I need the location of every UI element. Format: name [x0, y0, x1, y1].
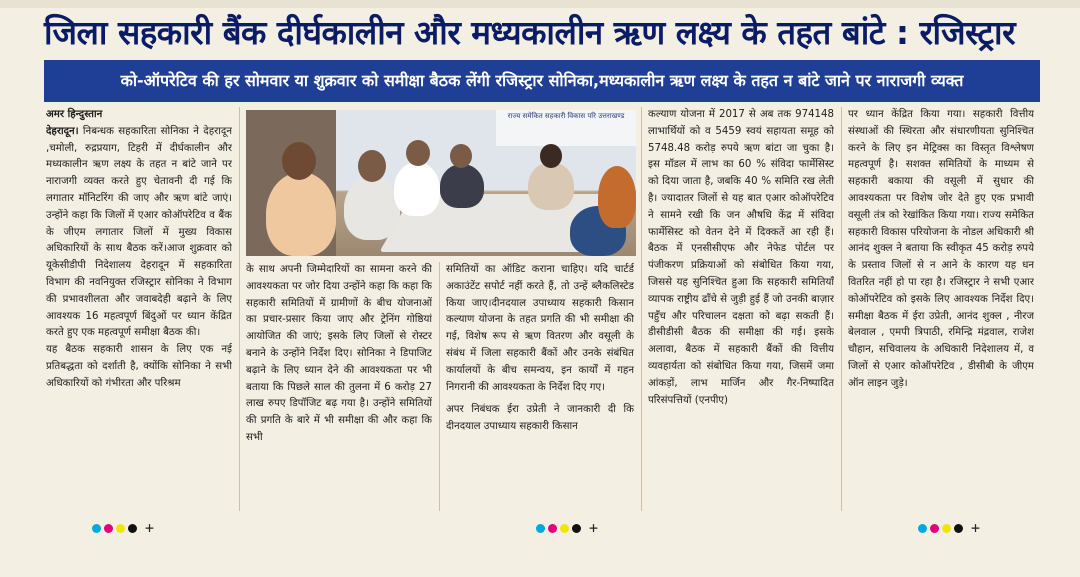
column-4-paragraph: कल्याण योजना में 2017 से अब तक 974148 लाभार्थियों को व 5459 स्वयं सहायता समूह को 5748.48 करोड़ रुपये ऋण बांटा जा चुका है। इस मॉडल में लाभ का 60 % संविदा फार्मेसिस्ट को दिया जाता है, जबकि 40 % समिति रख लेती है। ज्यादातर जिलों से यह बात एआर कोऑपरेटिव ने सामने रखी कि जन औषधि केंद्र में संविदा फार्मेसिस्ट को वेतन देने में दिक्कतें आ रही हैं। बैठक में एनसीसीएफ और नेफेड पोर्टल पर पंजीकरण प्रक्रियाओं को संबोधित किया गया, जिससे यह सुनिश्चित हुआ कि सहकारी समितियाँ व्यापक राष्ट्रीय ढाँचे से जुड़ी हुई हैं जो उनकी बाज़ार पहुँच और परिचालन दक्षता को बढ़ा सकती हैं। डीसीडीसी बैठक की समीक्षा की गई। इसके अलावा, बैठक में सहकारी बैंकों की वित्तीय व्यवहार्यता को संबोधित किया गया, जिसमें जमा आंकड़ों, लाभ मार्जिन और गैर-निष्पादित परिसंपत्तियों (एनपीए)	[648, 109, 834, 406]
registration-marks	[918, 521, 980, 535]
subheadline: को-ऑपरेटिव की हर सोमवार या शुक्रवार को समीक्षा बैठक लेंगी रजिस्ट्रार सोनिका,मध्यकालीन ऋण लक्ष्य के तहत न बांटे जाने पर नाराजगी व्यक्त	[120, 71, 964, 90]
article-column-2	[246, 262, 432, 512]
registration-marks	[536, 521, 598, 535]
photo-person	[440, 164, 484, 208]
subheadline-bar	[44, 60, 1040, 102]
article-column-5	[848, 107, 1034, 512]
column-rule	[439, 262, 440, 511]
photo-person-head	[540, 144, 562, 168]
plus-mark: +	[145, 519, 155, 537]
magenta-dot	[548, 524, 557, 533]
article-column-4	[648, 107, 834, 512]
column-rule	[641, 107, 642, 511]
magenta-dot	[930, 524, 939, 533]
black-dot	[954, 524, 963, 533]
byline: अमर हिन्दुस्तान	[46, 109, 103, 120]
column-1-paragraph-1	[46, 124, 232, 342]
article-column-3	[446, 262, 634, 512]
photo-person-head	[282, 142, 316, 180]
photo-wall-sign: राज्य समेकित सहकारी विकास परि उत्तराखण्ड	[496, 110, 636, 146]
registration-marks	[92, 521, 154, 535]
column-1-paragraph-2: यह बैठक सहकारी शासन के लिए एक नई प्रतिबद्धता को दर्शाती है, क्योंकि सोनिका ने सभी अधिकारियों को गंभीरता और परिश्रम	[46, 344, 232, 389]
column-3-paragraph-1: समितियों का ऑडिट कराना चाहिए। यदि चार्टर्ड अकाउंटेंट सपोर्ट नहीं करते हैं, तो उन्हें ब्लैकलिस्टेड किया जाए।दीनदयाल उपाध्याय सहकारी किसान कल्याण योजना के तहत प्रगति की भी समीक्षा की गई, विशेष रूप से ऋण वितरण और वसूली के संबंध में जिला सहकारी बैंकों और उनके संबंधित कार्यालयों के बीच समन्वय, इन कार्यों में गहन निगरानी की आवश्यकता के निर्देश दिए गए।	[446, 264, 634, 393]
column-rule	[841, 107, 842, 511]
cyan-dot	[536, 524, 545, 533]
headline: जिला सहकारी बैंक दीर्घकालीन और मध्यकालीन ऋण लक्ष्य के तहत बांटे : रजिस्ट्रार	[44, 13, 1016, 52]
yellow-dot	[116, 524, 125, 533]
column-1-text-1: निबन्धक सहकारिता सोनिका ने देहरादून ,चमोली, रुद्रप्रयाग, टिहरी में दीर्घकालीन और मध्यकालीन ऋण लक्ष्य के तहत न बांटे जाने पर नाराजगी व्यक्त करते हुए चेतावनी दी गई कि लगातार मॉनिटरिंग की जाए और ऋण बांटे जाएं। उन्होंने कहा कि जिलों में एआर कोऑपरेटिव व बैंक के जीएम लगातार जिलों में मुख्य विकास अधिकारियों के साथ बैठक करें।आज शुक्रवार को यूकेसीडीपी निदेशालय देहरादून में सहकारिता विभाग की नवनियुक्त रजिस्ट्रार सोनिका ने विभाग की प्रभावशीलता और जवाबदेही बढ़ाने के लिए आवश्यक 16 महत्वपूर्ण बिंदुओं पर ध्यान केंद्रित करते हुए एक महत्वपूर्ण समीक्षा बैठक की।	[46, 125, 232, 339]
photo-person-head	[450, 144, 472, 168]
black-dot	[572, 524, 581, 533]
plus-mark: +	[589, 519, 599, 537]
article-column-1	[46, 107, 232, 512]
photo-person	[598, 166, 636, 228]
column-2-paragraph: के साथ अपनी जिम्मेदारियों का सामना करने की आवश्यकता पर जोर दिया उन्होंने कहा कि कहा कि सहकारी समितियों में ग्रामीणों के बीच योजनाओं का प्रचार-प्रसार किया जाए और ट्रेनिंग गोष्ठियां आयोजित की जाएं; इसके लिए जिलों से रोस्टर बनाने के उन्होंने निर्देश दिए। सोनिका ने डिपाजिट बढ़ाने के लिए ध्यान देने की आवश्यकता पर भी बताया कि पिछले साल की तुलना में 6 करोड़ 27 लाख रुपए डिपॉजिट बढ़ गया है। उन्होंने समितियों की प्रगति के बारे में भी समीक्षा की और कहा कि सभी	[246, 264, 432, 443]
column-rule	[239, 107, 240, 511]
top-edge-strip	[0, 0, 1080, 8]
cyan-dot	[92, 524, 101, 533]
photo-person	[344, 176, 400, 240]
photo-person-head	[406, 140, 430, 166]
magenta-dot	[104, 524, 113, 533]
meeting-photo	[246, 110, 636, 256]
yellow-dot	[560, 524, 569, 533]
yellow-dot	[942, 524, 951, 533]
column-3-paragraph-2: अपर निबंधक ईरा उप्रेती ने जानकारी दी कि दीनदयाल उपाध्याय सहकारी किसान	[446, 404, 634, 433]
dateline: देहरादून।	[46, 125, 79, 137]
photo-person-head	[358, 150, 386, 182]
photo-person	[394, 162, 440, 216]
photo-person	[266, 172, 336, 256]
cyan-dot	[918, 524, 927, 533]
plus-mark: +	[971, 519, 981, 537]
column-5-paragraph: पर ध्यान केंद्रित किया गया। सहकारी वित्तीय संस्थाओं की स्थिरता और संधारणीयता सुनिश्चित करने के लिए इन मेट्रिक्स का विस्तृत विश्लेषण महत्वपूर्ण है। सशक्त समितियों के माध्यम से सहकारी बकाया की वसूली में सुधार की आवश्यकता पर विशेष जोर देते हुए एक प्रभावी वसूली तंत्र को रेखांकित किया गया। राज्य समेकित सहकारी विकास परियोजना के नोडल अधिकारी श्री आनंद शुक्ल ने बताया कि स्वीकृत 45 करोड़ रुपये के प्रस्ताव जिलों से न आने के कारण यह धन वितरित नहीं हो पा रहा है। रजिस्ट्रार ने सभी एआर कोऑपरेटिव को इसके लिए आवश्यक निर्देश दिए। समीक्षा बैठक में ईरा उप्रेती, आनंद शुक्ल , नीरज बेलवाल , एमपी त्रिपाठी, रमिन्द्रि मंद्रवाल, राजेश चौहान, सचिवालय के अधिकारी निदेशालय में, व जिलों से एआर कोऑपरेटिव , डीसीबी के जीएम ऑन लाइन जुड़े।	[848, 109, 1034, 389]
black-dot	[128, 524, 137, 533]
photo-person	[528, 162, 574, 210]
